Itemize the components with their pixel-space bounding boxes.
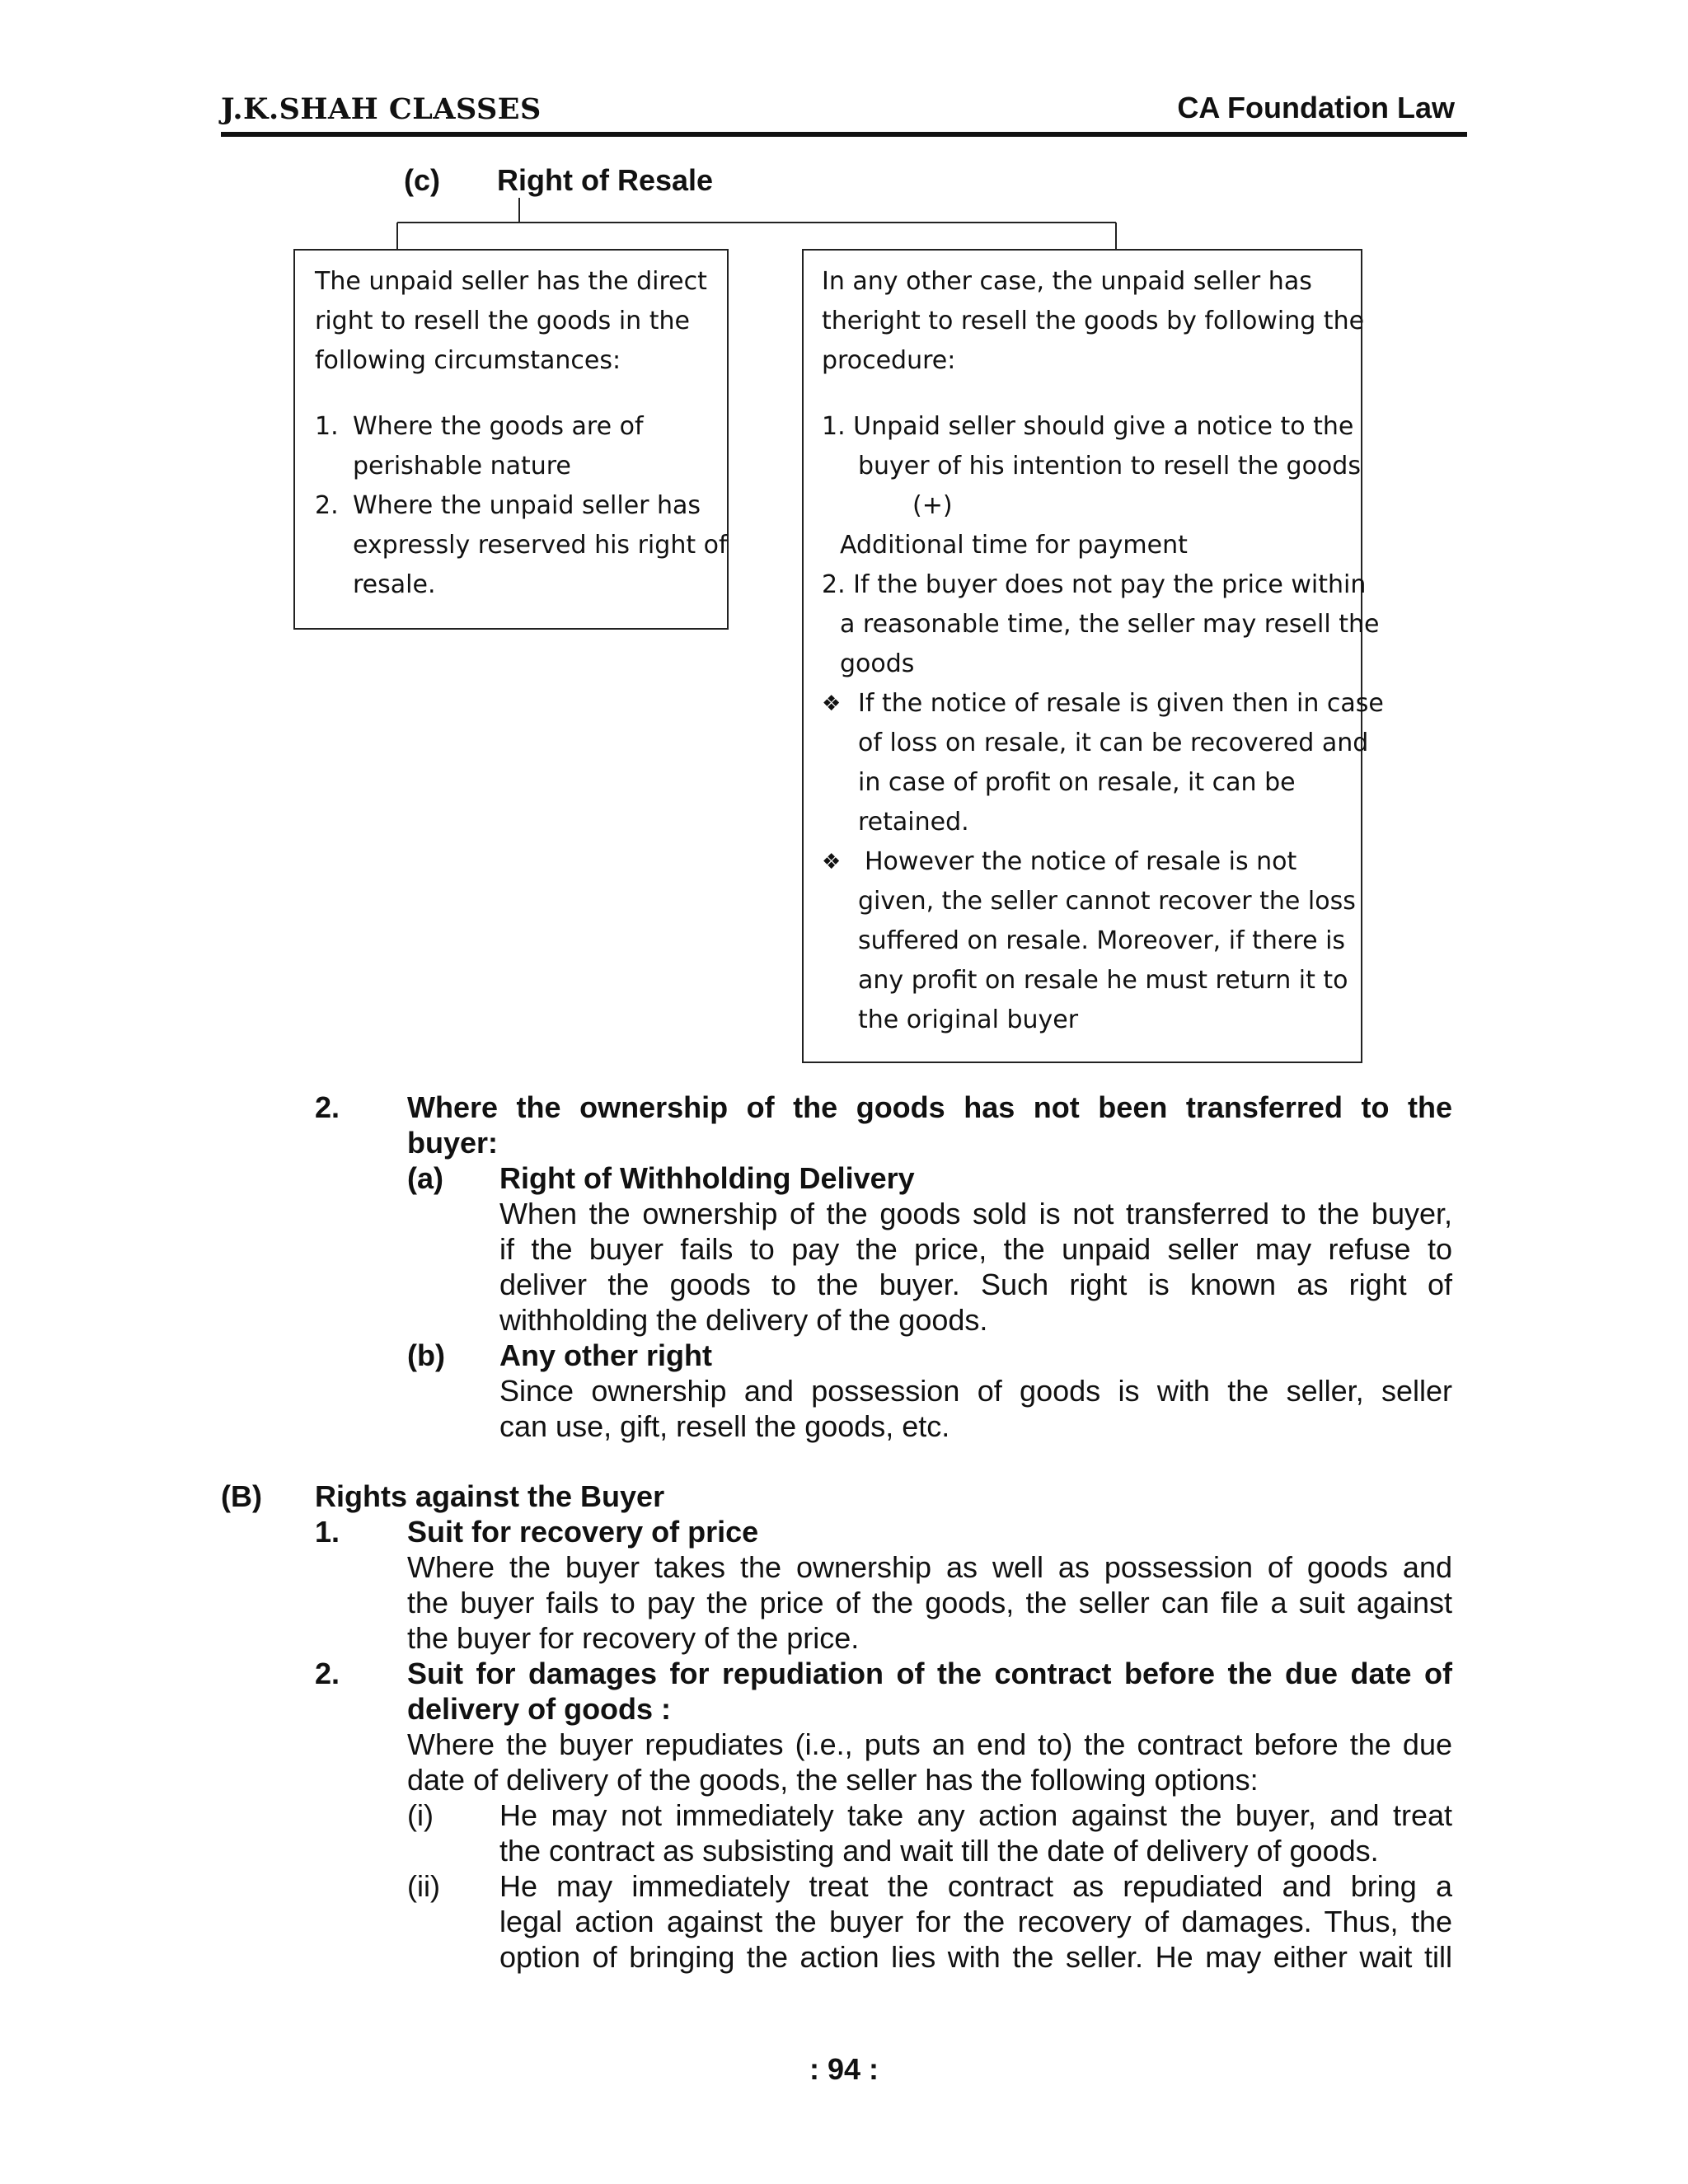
procedure-resale-box xyxy=(802,249,1384,1063)
step-2-line: 2. If the buyer does not pay the price within xyxy=(822,570,1367,599)
left-item-1 xyxy=(315,407,707,486)
option-i-marker: (i) xyxy=(407,1798,434,1832)
bullet-notice-given xyxy=(822,684,1384,842)
diagram-title: Right of Resale xyxy=(497,163,714,197)
left-item-line: resale. xyxy=(353,570,436,599)
bullet-line: any profit on resale he must return it to xyxy=(858,966,1348,995)
diamond-bullet-icon: ❖ xyxy=(822,850,842,874)
additional-time-line: Additional time for payment xyxy=(840,531,1188,560)
heading-line: delivery of goods : xyxy=(407,1692,672,1726)
section-b-marker: (B) xyxy=(221,1479,262,1513)
section-2a-title: Right of Withholding Delivery xyxy=(499,1161,915,1195)
bullet-line: However the notice of resale is not xyxy=(865,847,1297,876)
body-line: option of bringing the action lies with the seller. He may either wait till xyxy=(499,1940,1452,1974)
heading-line: Where the ownership of the goods has not been transferred to the xyxy=(407,1090,1452,1124)
body-line: can use, gift, resell the goods, etc. xyxy=(499,1409,950,1443)
left-item-line: expressly reserved his right of xyxy=(353,531,728,560)
section-2b-title: Any other right xyxy=(499,1338,712,1372)
body-line: if the buyer fails to pay the price, the unpaid seller may refuse to xyxy=(499,1232,1452,1266)
heading-line: buyer: xyxy=(407,1126,499,1160)
section-2b-marker: (b) xyxy=(407,1338,445,1372)
option-ii-body xyxy=(499,1868,1452,1975)
left-item-line: Where the goods are of xyxy=(353,412,644,441)
page-number: : 94 : xyxy=(809,2052,879,2086)
left-intro-line: The unpaid seller has the direct xyxy=(315,267,707,296)
body-line: Where the buyer repudiates (i.e., puts an end to) the contract before the due xyxy=(407,1727,1452,1761)
right-intro-line: theright to resell the goods by following the xyxy=(822,307,1365,335)
body-line: the buyer fails to pay the price of the goods, the seller can file a suit against xyxy=(407,1586,1452,1619)
section-b2-number: 2. xyxy=(315,1657,340,1690)
bullet-line: retained. xyxy=(858,808,969,837)
step-1-line: buyer of his intention to resell the goods xyxy=(858,452,1361,480)
section-2-number: 2. xyxy=(315,1090,340,1124)
step-1-line: 1. Unpaid seller should give a notice to the xyxy=(822,412,1354,441)
bullet-notice-not-given xyxy=(822,842,1356,1040)
right-intro-line: procedure: xyxy=(822,346,956,375)
body-line: deliver the goods to the buyer. Such right is known as right of xyxy=(499,1268,1452,1301)
bullet-line: in case of profit on resale, it can be xyxy=(858,768,1296,797)
step-2-line: goods xyxy=(840,649,915,678)
section-b2-body xyxy=(407,1727,1452,1797)
bullet-line: the original buyer xyxy=(858,1005,1079,1034)
bullet-line: given, the seller cannot recover the loss xyxy=(858,887,1356,916)
section-b1-number: 1. xyxy=(315,1515,340,1549)
body-line: date of delivery of the goods, the seller has the following options: xyxy=(407,1763,1259,1797)
institute-name: J.K.SHAH CLASSES xyxy=(221,92,542,126)
diamond-bullet-icon: ❖ xyxy=(822,691,842,716)
body-line: When the ownership of the goods sold is not transferred to the buyer, xyxy=(499,1197,1452,1230)
left-item-line: Where the unpaid seller has xyxy=(353,491,701,520)
section-b1-body xyxy=(407,1549,1452,1656)
right-intro-line: In any other case, the unpaid seller has xyxy=(822,267,1312,296)
left-item-2 xyxy=(315,486,728,605)
section-2a-body xyxy=(499,1196,1452,1338)
option-i-body xyxy=(499,1797,1452,1868)
left-item-number: 2. xyxy=(315,491,339,520)
body-line: He may not immediately take any action against the buyer, and treat xyxy=(499,1798,1452,1832)
section-2b-body xyxy=(499,1373,1452,1444)
option-ii-marker: (ii) xyxy=(407,1869,440,1903)
body-line: legal action against the buyer for the recovery of damages. Thus, the xyxy=(499,1905,1452,1938)
section-b-title: Rights against the Buyer xyxy=(315,1479,665,1513)
body-line: the contract as subsisting and wait till the date of delivery of goods. xyxy=(499,1834,1379,1868)
left-intro-line: right to resell the goods in the xyxy=(315,307,690,335)
section-2a-marker: (a) xyxy=(407,1161,443,1195)
plus-sign: (+) xyxy=(912,491,953,520)
section-b2-title xyxy=(407,1656,1452,1727)
heading-line: Suit for damages for repudiation of the contract before the due date of xyxy=(407,1657,1452,1690)
body-line: Where the buyer takes the ownership as well as possession of goods and xyxy=(407,1550,1452,1584)
bullet-line: If the notice of resale is given then in case xyxy=(858,689,1384,718)
body-line: withholding the delivery of the goods. xyxy=(499,1303,988,1337)
direct-resale-box xyxy=(293,249,729,630)
left-item-number: 1. xyxy=(315,412,339,441)
step-2-line: a reasonable time, the seller may resell the xyxy=(840,610,1380,639)
left-item-line: perishable nature xyxy=(353,452,571,480)
body-line: He may immediately treat the contract as repudiated and bring a xyxy=(499,1869,1452,1903)
section-b1-title: Suit for recovery of price xyxy=(407,1515,759,1549)
diagram-connectors xyxy=(0,0,1688,264)
bullet-line: suffered on resale. Moreover, if there is xyxy=(858,926,1346,955)
bullet-line: of loss on resale, it can be recovered and xyxy=(858,729,1369,757)
body-line: Since ownership and possession of goods is with the seller, seller xyxy=(499,1374,1452,1408)
left-intro-line: following circumstances: xyxy=(315,346,621,375)
subject-title: CA Foundation Law xyxy=(1177,91,1455,124)
diagram-marker: (c) xyxy=(404,163,440,197)
section-2-heading xyxy=(407,1090,1452,1160)
body-line: the buyer for recovery of the price. xyxy=(407,1621,860,1655)
